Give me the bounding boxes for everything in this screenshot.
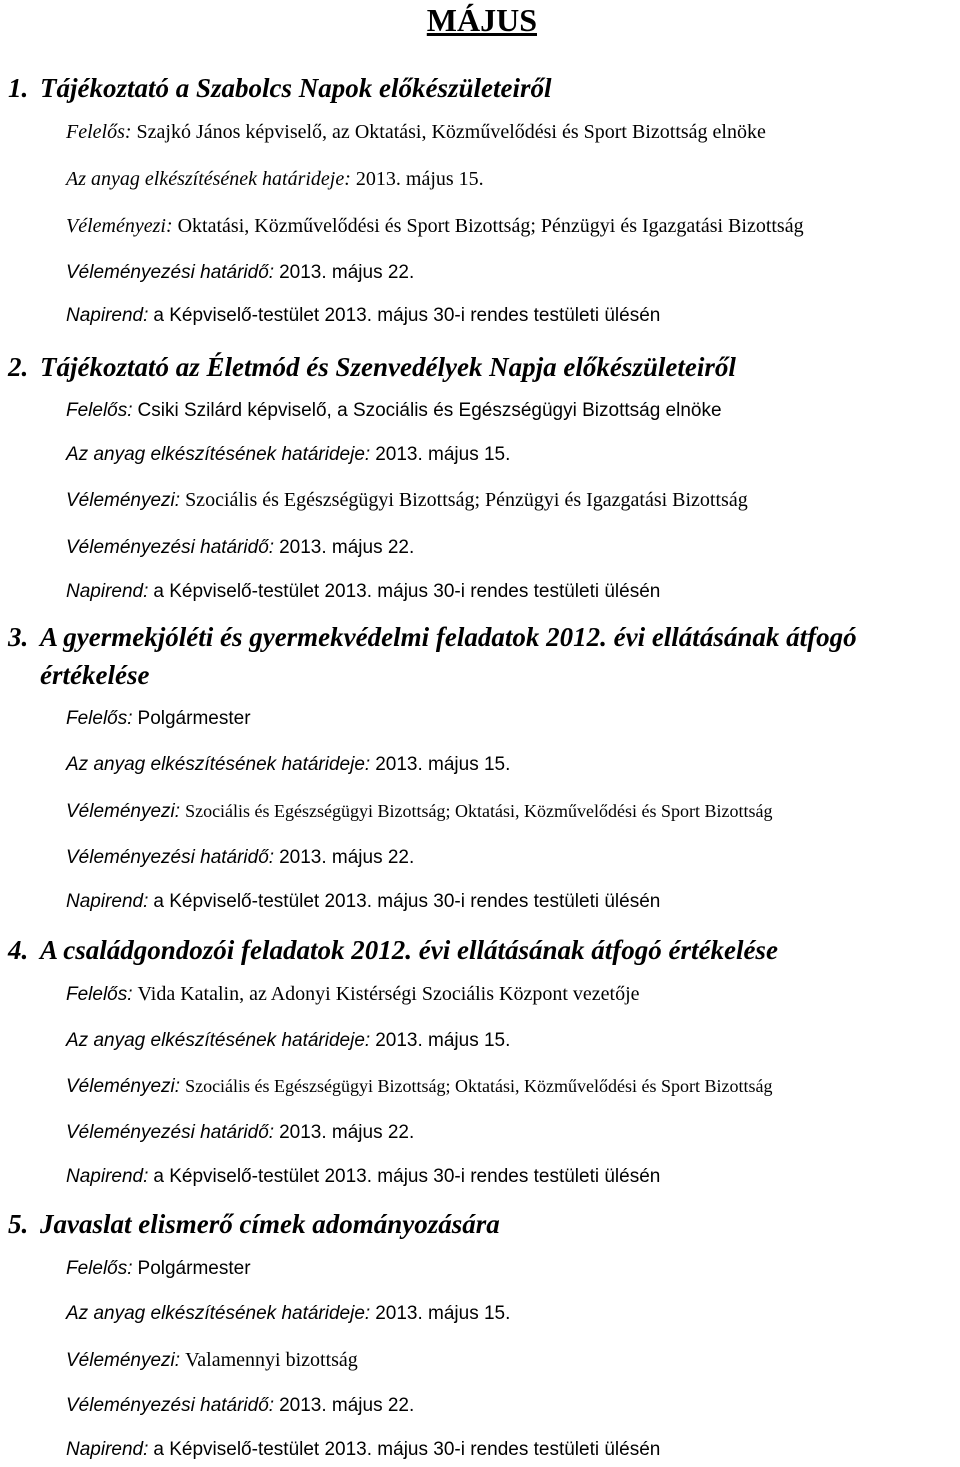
deadline-label: Az anyag elkészítésének határideje: — [66, 1030, 371, 1051]
agenda-value: a Képviselő-testület 2013. május 30-i rendes testületi ülésén — [153, 305, 661, 326]
item-5-title — [8, 1204, 953, 1244]
reviewer-label: Véleményezi: — [66, 1350, 181, 1371]
item-1-responsible — [66, 118, 766, 146]
review-deadline-value: 2013. május 22. — [279, 847, 415, 868]
item-4-responsible — [66, 980, 640, 1009]
item-number: 1. — [8, 73, 29, 103]
agenda-label: Napirend: — [66, 1439, 149, 1460]
item-title-text: Tájékoztató az Életmód és Szenvedélyek Napja előkészületeiről — [40, 352, 736, 382]
item-5-agenda — [66, 1435, 660, 1464]
item-1-agenda — [66, 301, 660, 330]
responsible-value: Csiki Szilárd képviselő, a Szociális és Egészségügyi Bizottság elnöke — [137, 400, 722, 421]
item-3-responsible — [66, 704, 251, 733]
item-2-responsible — [66, 396, 722, 425]
reviewer-value: Oktatási, Közművelődési és Sport Bizottság; Pénzügyi és Igazgatási Bizottság — [177, 215, 804, 237]
item-5-deadline — [66, 1299, 510, 1328]
reviewer-value: Valamennyi bizottság — [185, 1349, 358, 1371]
responsible-label: Felelős: — [66, 121, 132, 143]
review-deadline-label: Véleményezési határidő: — [66, 1395, 275, 1416]
item-5-responsible — [66, 1254, 251, 1283]
review-deadline-label: Véleményezési határidő: — [66, 1122, 275, 1143]
deadline-label: Az anyag elkészítésének határideje: — [66, 168, 351, 190]
agenda-value: a Képviselő-testület 2013. május 30-i rendes testületi ülésén — [153, 891, 661, 912]
item-number: 3. — [8, 622, 29, 652]
item-2-agenda — [66, 577, 660, 606]
responsible-value: Polgármester — [137, 1258, 251, 1279]
item-2-title — [8, 347, 953, 387]
deadline-label: Az anyag elkészítésének határideje: — [66, 754, 371, 775]
item-4-agenda — [66, 1162, 660, 1191]
deadline-value: 2013. május 15. — [375, 444, 511, 465]
reviewer-label: Véleményezi: — [66, 801, 181, 822]
reviewer-label: Véleményezi: — [66, 215, 173, 237]
item-5-reviewer — [66, 1346, 358, 1375]
item-5-review-deadline — [66, 1391, 414, 1420]
item-3-review-deadline — [66, 843, 414, 872]
responsible-label: Felelős: — [66, 984, 133, 1005]
item-1-review-deadline — [66, 258, 414, 287]
reviewer-label: Véleményezi: — [66, 490, 181, 511]
item-4-deadline — [66, 1026, 510, 1055]
item-3-title — [8, 617, 953, 657]
reviewer-value: Szociális és Egészségügyi Bizottság; Pénzügyi és Igazgatási Bizottság — [185, 489, 748, 511]
responsible-value: Vida Katalin, az Adonyi Kistérségi Szociális Központ vezetője — [137, 983, 640, 1005]
reviewer-label: Véleményezi: — [66, 1076, 181, 1097]
agenda-value: a Képviselő-testület 2013. május 30-i rendes testületi ülésén — [153, 1439, 661, 1460]
item-4-reviewer — [66, 1072, 772, 1101]
item-4-review-deadline — [66, 1118, 414, 1147]
item-2-reviewer — [66, 486, 748, 515]
item-4-title — [8, 930, 953, 970]
agenda-label: Napirend: — [66, 1166, 149, 1187]
agenda-label: Napirend: — [66, 581, 149, 602]
item-title-text: A családgondozói feladatok 2012. évi ellátásának átfogó értékelése — [40, 935, 778, 965]
review-deadline-value: 2013. május 22. — [279, 1395, 415, 1416]
item-number: 4. — [8, 935, 29, 965]
responsible-value: Szajkó János képviselő, az Oktatási, Közművelődési és Sport Bizottság elnöke — [136, 121, 766, 143]
deadline-value: 2013. május 15. — [375, 1030, 511, 1051]
review-deadline-label: Véleményezési határidő: — [66, 537, 275, 558]
agenda-value: a Képviselő-testület 2013. május 30-i rendes testületi ülésén — [153, 1166, 661, 1187]
deadline-value: 2013. május 15. — [355, 168, 484, 190]
reviewer-value: Szociális és Egészségügyi Bizottság; Oktatási, Közművelődési és Sport Bizottság — [185, 801, 773, 821]
item-2-review-deadline — [66, 533, 414, 562]
item-3-title-continuation: értékelése — [40, 660, 150, 690]
item-1-reviewer — [66, 212, 804, 240]
deadline-label: Az anyag elkészítésének határideje: — [66, 444, 371, 465]
item-title-text: A gyermekjóléti és gyermekvédelmi feladatok 2012. évi ellátásának átfogó — [40, 622, 857, 652]
item-3-deadline — [66, 750, 510, 779]
item-2-deadline — [66, 440, 510, 469]
deadline-value: 2013. május 15. — [375, 1303, 511, 1324]
reviewer-value: Szociális és Egészségügyi Bizottság; Oktatási, Közművelődési és Sport Bizottság — [185, 1076, 773, 1096]
agenda-label: Napirend: — [66, 891, 149, 912]
responsible-label: Felelős: — [66, 708, 133, 729]
responsible-label: Felelős: — [66, 1258, 133, 1279]
item-title-text: Javaslat elismerő címek adományozására — [40, 1209, 500, 1239]
responsible-value: Polgármester — [137, 708, 251, 729]
agenda-label: Napirend: — [66, 305, 149, 326]
item-3-agenda — [66, 887, 660, 916]
review-deadline-value: 2013. május 22. — [279, 1122, 415, 1143]
item-number: 5. — [8, 1209, 29, 1239]
item-3-reviewer — [66, 797, 772, 826]
item-1-deadline — [66, 165, 484, 193]
deadline-value: 2013. május 15. — [375, 754, 511, 775]
review-deadline-label: Véleményezési határidő: — [66, 262, 275, 283]
review-deadline-value: 2013. május 22. — [279, 537, 415, 558]
responsible-label: Felelős: — [66, 400, 133, 421]
item-title-text: Tájékoztató a Szabolcs Napok előkészületeiről — [40, 73, 552, 103]
review-deadline-label: Véleményezési határidő: — [66, 847, 275, 868]
month-heading: MÁJUS — [426, 2, 537, 38]
agenda-value: a Képviselő-testület 2013. május 30-i rendes testületi ülésén — [153, 581, 661, 602]
deadline-label: Az anyag elkészítésének határideje: — [66, 1303, 371, 1324]
item-1-title — [8, 68, 953, 108]
item-number: 2. — [8, 352, 29, 382]
review-deadline-value: 2013. május 22. — [279, 262, 415, 283]
